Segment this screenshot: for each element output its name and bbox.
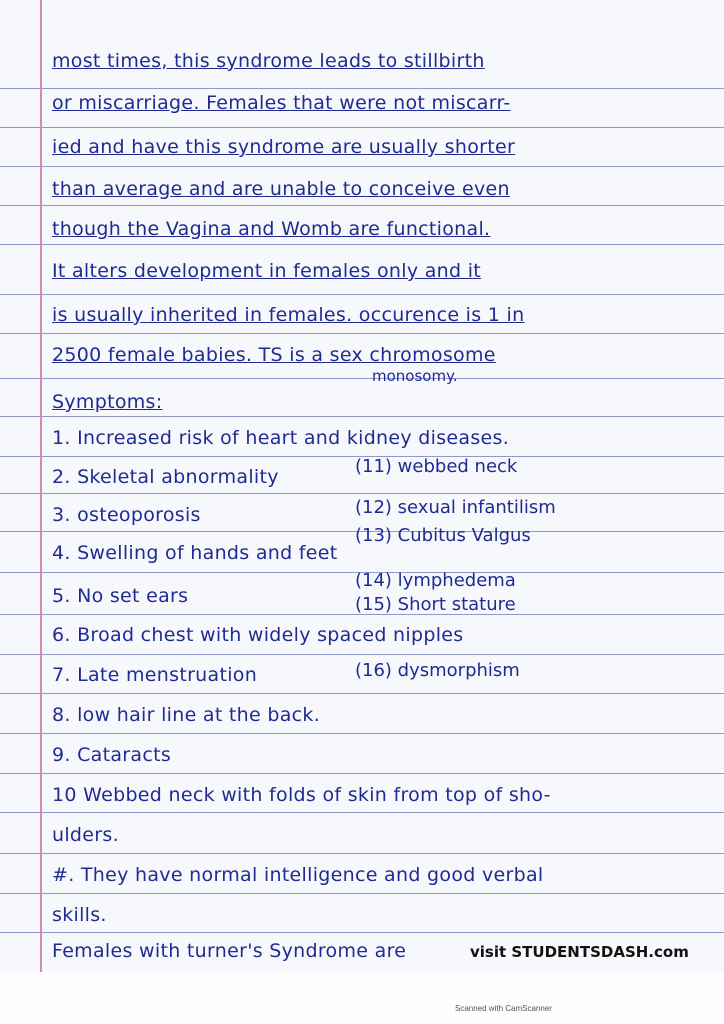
list-item: 5. No set ears bbox=[52, 585, 189, 607]
right-list-item: (12) sexual infantilism bbox=[355, 497, 556, 518]
list-item: #. They have normal intelligence and good verbal bbox=[52, 864, 544, 886]
text-line: It alters development in females only and it bbox=[52, 260, 482, 282]
text-line: ied and have this syndrome are usually shorter bbox=[52, 136, 516, 158]
monosomy-note: monosomy. bbox=[372, 367, 458, 385]
text-line: 2500 female babies. TS is a sex chromosome bbox=[52, 344, 496, 366]
ruled-line bbox=[0, 773, 724, 774]
text-line: though the Vagina and Womb are functional. bbox=[52, 218, 491, 240]
text-line: or miscarriage. Females that were not miscarr- bbox=[52, 92, 511, 114]
watermark-text: visit STUDENTSDASH.com bbox=[470, 943, 689, 961]
ruled-line bbox=[0, 166, 724, 167]
text-line: most times, this syndrome leads to stillbirth bbox=[52, 50, 485, 72]
ruled-line bbox=[0, 812, 724, 813]
list-item: 3. osteoporosis bbox=[52, 504, 201, 526]
right-list-item: (14) lymphedema bbox=[355, 570, 516, 591]
right-list-item: (11) webbed neck bbox=[355, 456, 518, 477]
ruled-line bbox=[0, 378, 724, 379]
ruled-line bbox=[0, 932, 724, 933]
list-item: 1. Increased risk of heart and kidney diseases. bbox=[52, 427, 510, 449]
ruled-line bbox=[0, 493, 724, 494]
right-list-item: (15) Short stature bbox=[355, 594, 516, 615]
ruled-line bbox=[0, 853, 724, 854]
list-item: 8. low hair line at the back. bbox=[52, 704, 321, 726]
list-item: 9. Cataracts bbox=[52, 744, 172, 766]
list-item: 2. Skeletal abnormality bbox=[52, 466, 279, 488]
right-list-item: (13) Cubitus Valgus bbox=[355, 525, 531, 546]
ruled-line bbox=[0, 244, 724, 245]
ruled-line bbox=[0, 294, 724, 295]
margin-line bbox=[40, 0, 42, 972]
text-line: is usually inherited in females. occurence is 1 in bbox=[52, 304, 525, 326]
text-line: than average and are unable to conceive even bbox=[52, 178, 510, 200]
list-item: 7. Late menstruation bbox=[52, 664, 258, 686]
list-item: skills. bbox=[52, 904, 107, 926]
ruled-line bbox=[0, 893, 724, 894]
ruled-line bbox=[0, 416, 724, 417]
ruled-line bbox=[0, 654, 724, 655]
list-item: 6. Broad chest with widely spaced nipples bbox=[52, 624, 464, 646]
ruled-line bbox=[0, 733, 724, 734]
list-item: ulders. bbox=[52, 824, 119, 846]
text-line: Females with turner's Syndrome are bbox=[52, 940, 407, 962]
ruled-line bbox=[0, 205, 724, 206]
right-list-item: (16) dysmorphism bbox=[355, 660, 520, 681]
list-item: 4. Swelling of hands and feet bbox=[52, 542, 338, 564]
ruled-line bbox=[0, 88, 724, 89]
ruled-line bbox=[0, 333, 724, 334]
ruled-line bbox=[0, 693, 724, 694]
list-item: 10 Webbed neck with folds of skin from top of sho- bbox=[52, 784, 551, 806]
ruled-line bbox=[0, 127, 724, 128]
scanner-footer: Scanned with CamScanner bbox=[455, 1004, 552, 1013]
section-heading: Symptoms: bbox=[52, 391, 163, 413]
